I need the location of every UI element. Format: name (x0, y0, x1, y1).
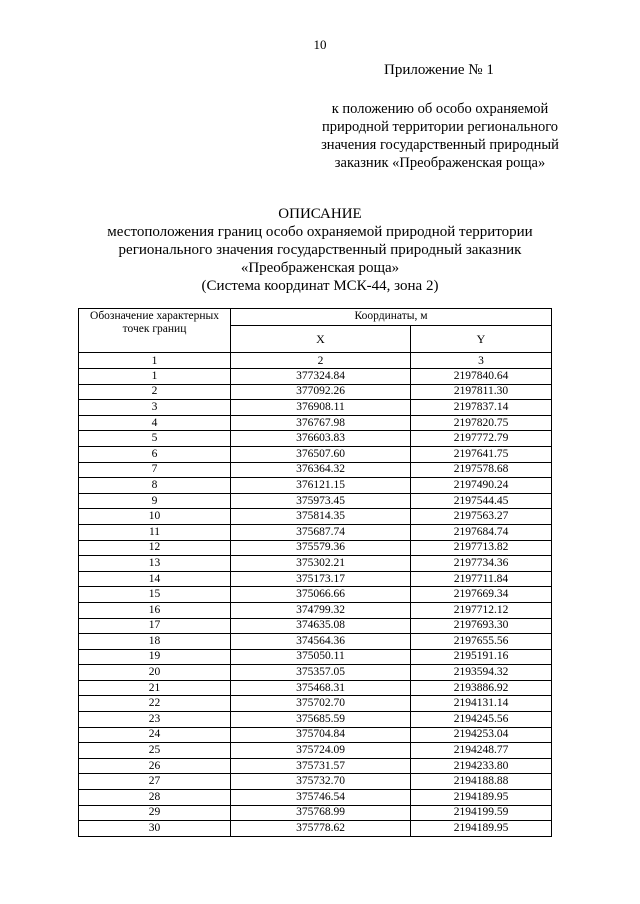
point-number-cell: 28 (79, 790, 231, 806)
table-row (79, 743, 552, 759)
table-row (79, 727, 552, 743)
point-number-cell: 13 (79, 556, 231, 572)
x-coordinate-cell: 375173.17 (231, 571, 411, 587)
y-coordinate-cell: 2197820.75 (411, 415, 552, 431)
table-row (79, 384, 552, 400)
point-number-cell: 12 (79, 540, 231, 556)
y-coordinate-cell: 2194199.59 (411, 805, 552, 821)
table-row (79, 431, 552, 447)
x-coordinate-cell: 374799.32 (231, 602, 411, 618)
x-coordinate-cell: 377324.84 (231, 369, 411, 385)
table-row (79, 665, 552, 681)
x-coordinate-cell: 375724.09 (231, 743, 411, 759)
point-number-cell: 10 (79, 509, 231, 525)
x-coordinate-cell: 375704.84 (231, 727, 411, 743)
table-row (79, 805, 552, 821)
table-row (79, 415, 552, 431)
table-row (79, 774, 552, 790)
x-column-header: X (231, 326, 411, 353)
table-row (79, 571, 552, 587)
table-row (79, 680, 552, 696)
point-number-cell: 16 (79, 602, 231, 618)
document-subtitle-line: местоположения границ особо охраняемой природной территории (107, 224, 533, 240)
point-number-cell: 17 (79, 618, 231, 634)
table-row (79, 446, 552, 462)
y-coordinate-cell: 2197655.56 (411, 634, 552, 650)
y-coordinate-cell: 2197693.30 (411, 618, 552, 634)
table-row (79, 509, 552, 525)
table-row (79, 524, 552, 540)
x-coordinate-cell: 375050.11 (231, 649, 411, 665)
x-coordinate-cell: 377092.26 (231, 384, 411, 400)
point-number-cell: 29 (79, 805, 231, 821)
point-number-cell: 19 (79, 649, 231, 665)
y-coordinate-cell: 2194131.14 (411, 696, 552, 712)
table-row (79, 634, 552, 650)
table-row (79, 758, 552, 774)
x-coordinate-cell: 376121.15 (231, 478, 411, 494)
coordinates-header: Координаты, м (231, 309, 552, 326)
y-column-header: Y (411, 326, 552, 353)
y-coordinate-cell: 2197713.82 (411, 540, 552, 556)
x-coordinate-cell: 375302.21 (231, 556, 411, 572)
y-coordinate-cell: 2197669.34 (411, 587, 552, 603)
table-row (79, 587, 552, 603)
x-coordinate-cell: 375778.62 (231, 821, 411, 837)
y-coordinate-cell: 2194253.04 (411, 727, 552, 743)
document-subtitle-line: регионального значения государственный природный заказник (118, 242, 522, 258)
x-coordinate-cell: 375814.35 (231, 509, 411, 525)
point-number-cell: 25 (79, 743, 231, 759)
y-coordinate-cell: 2197490.24 (411, 478, 552, 494)
x-coordinate-cell: 375066.66 (231, 587, 411, 603)
page-number: 10 (313, 37, 327, 52)
point-number-cell: 21 (79, 680, 231, 696)
y-coordinate-cell: 2194188.88 (411, 774, 552, 790)
y-coordinate-cell: 2197684.74 (411, 524, 552, 540)
point-number-cell: 24 (79, 727, 231, 743)
point-number-cell: 3 (79, 400, 231, 416)
x-coordinate-cell: 374635.08 (231, 618, 411, 634)
document-heading (0, 205, 640, 295)
point-number-cell: 6 (79, 446, 231, 462)
y-coordinate-cell: 2197711.84 (411, 571, 552, 587)
x-coordinate-cell: 375702.70 (231, 696, 411, 712)
y-coordinate-cell: 2194189.95 (411, 821, 552, 837)
point-number-cell: 22 (79, 696, 231, 712)
point-number-cell: 20 (79, 665, 231, 681)
appendix-title: Приложение № 1 (384, 62, 494, 78)
appendix-reference-line: к положению об особо охраняемой (331, 101, 549, 117)
table-row (79, 712, 552, 728)
point-number-cell: 9 (79, 493, 231, 509)
y-coordinate-cell: 2197811.30 (411, 384, 552, 400)
y-coordinate-cell: 2197563.27 (411, 509, 552, 525)
x-coordinate-cell: 376767.98 (231, 415, 411, 431)
y-coordinate-cell: 2195191.16 (411, 649, 552, 665)
coordinate-system-line: (Система координат МСК-44, зона 2) (201, 278, 439, 294)
x-coordinate-cell: 376364.32 (231, 462, 411, 478)
point-number-cell: 1 (79, 369, 231, 385)
x-coordinate-cell: 374564.36 (231, 634, 411, 650)
point-number-cell: 18 (79, 634, 231, 650)
point-number-cell: 15 (79, 587, 231, 603)
table-row (79, 462, 552, 478)
table-row (79, 649, 552, 665)
point-number-cell: 23 (79, 712, 231, 728)
point-designation-header: Обозначение характерных точек границ (79, 309, 231, 353)
coordinates-table-body (79, 369, 552, 837)
table-row (79, 400, 552, 416)
y-coordinate-cell: 2197772.79 (411, 431, 552, 447)
column-number: 2 (231, 353, 411, 369)
point-number-cell: 5 (79, 431, 231, 447)
point-number-cell: 14 (79, 571, 231, 587)
y-coordinate-cell: 2194233.80 (411, 758, 552, 774)
x-coordinate-cell: 375732.70 (231, 774, 411, 790)
table-row (79, 696, 552, 712)
x-coordinate-cell: 375973.45 (231, 493, 411, 509)
point-number-cell: 2 (79, 384, 231, 400)
table-row (79, 790, 552, 806)
appendix-reference-line: заказник «Преображенская роща» (334, 155, 546, 171)
table-row (79, 540, 552, 556)
table-row (79, 556, 552, 572)
y-coordinate-cell: 2197734.36 (411, 556, 552, 572)
y-coordinate-cell: 2197544.45 (411, 493, 552, 509)
x-coordinate-cell: 375685.59 (231, 712, 411, 728)
point-number-cell: 30 (79, 821, 231, 837)
x-coordinate-cell: 375357.05 (231, 665, 411, 681)
table-row (79, 369, 552, 385)
table-row (79, 602, 552, 618)
point-number-cell: 4 (79, 415, 231, 431)
x-coordinate-cell: 375746.54 (231, 790, 411, 806)
y-coordinate-cell: 2194245.56 (411, 712, 552, 728)
y-coordinate-cell: 2197712.12 (411, 602, 552, 618)
x-coordinate-cell: 376908.11 (231, 400, 411, 416)
appendix-reference-line: значения государственный природный (321, 137, 559, 153)
x-coordinate-cell: 375731.57 (231, 758, 411, 774)
y-coordinate-cell: 2197641.75 (411, 446, 552, 462)
table-row (79, 618, 552, 634)
table-row (79, 493, 552, 509)
appendix-reference (290, 100, 590, 172)
y-coordinate-cell: 2197840.64 (411, 369, 552, 385)
y-coordinate-cell: 2193594.32 (411, 665, 552, 681)
y-coordinate-cell: 2194248.77 (411, 743, 552, 759)
x-coordinate-cell: 376507.60 (231, 446, 411, 462)
table-row (79, 821, 552, 837)
document-title: ОПИСАНИЕ (278, 206, 362, 222)
y-coordinate-cell: 2197578.68 (411, 462, 552, 478)
point-number-cell: 7 (79, 462, 231, 478)
document-subtitle-line: «Преображенская роща» (240, 260, 400, 276)
point-number-cell: 8 (79, 478, 231, 494)
table-row (79, 478, 552, 494)
point-number-cell: 11 (79, 524, 231, 540)
point-number-cell: 26 (79, 758, 231, 774)
point-number-cell: 27 (79, 774, 231, 790)
column-number: 3 (411, 353, 552, 369)
x-coordinate-cell: 375579.36 (231, 540, 411, 556)
x-coordinate-cell: 375687.74 (231, 524, 411, 540)
y-coordinate-cell: 2197837.14 (411, 400, 552, 416)
coordinates-table (78, 308, 552, 837)
x-coordinate-cell: 376603.83 (231, 431, 411, 447)
x-coordinate-cell: 375468.31 (231, 680, 411, 696)
x-coordinate-cell: 375768.99 (231, 805, 411, 821)
y-coordinate-cell: 2193886.92 (411, 680, 552, 696)
appendix-reference-line: природной территории регионального (321, 119, 559, 135)
y-coordinate-cell: 2194189.95 (411, 790, 552, 806)
column-number: 1 (79, 353, 231, 369)
